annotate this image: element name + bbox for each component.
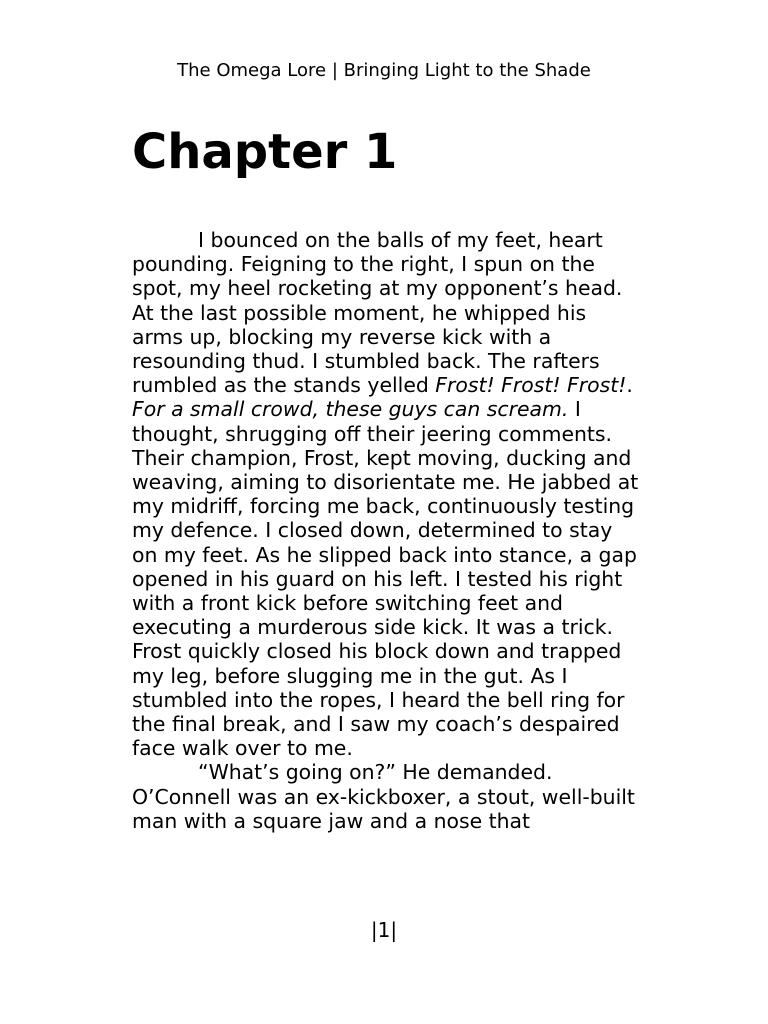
paragraph-1-text-c: I thought, shrugging off their jeering comments. Their champion, Frost, kept moving, ducking and weaving, aiming to disorientate me. He jabbed at my midriff, forcing me back, continuously testing my defence. I closed down, determined to stay on my feet. As he slipped back into stance, a gap opened in his guard on his left. I tested his right with a front kick before switching feet and executing a murderous side kick. It was a trick. Frost quickly closed his block down and trapped my leg, before slugging me in the gut. As I stumbled into the ropes, I heard the bell ring for the final break, and I saw my coach’s despaired face walk over to me. [132, 397, 639, 761]
running-header: The Omega Lore | Bringing Light to the Shade [177, 60, 591, 81]
chapter-body [132, 228, 642, 833]
paragraph-1 [132, 228, 642, 760]
paragraph-1-italic-chant: Frost! Frost! Frost! [435, 373, 627, 398]
paragraph-1-italic-thought: For a small crowd, these guys can scream. [132, 397, 569, 422]
paragraph-1-text-a: I bounced on the balls of my feet, heart pounding. Feigning to the right, I spun on the spot, my heel rocketing at my opponent’s head. At the last possible moment, he whipped his arms up, blocking my reverse kick with a resounding thud. I stumbled back. The rafters rumbled as the stands yelled [132, 228, 623, 398]
paragraph-1-text-b: . [626, 373, 633, 398]
chapter-title: Chapter 1 [132, 124, 398, 180]
paragraph-2: “What’s going on?” He demanded. O’Connell was an ex-kickboxer, a stout, well-built man with a square jaw and a nose that [132, 760, 635, 833]
page-number: |1| [370, 918, 398, 942]
